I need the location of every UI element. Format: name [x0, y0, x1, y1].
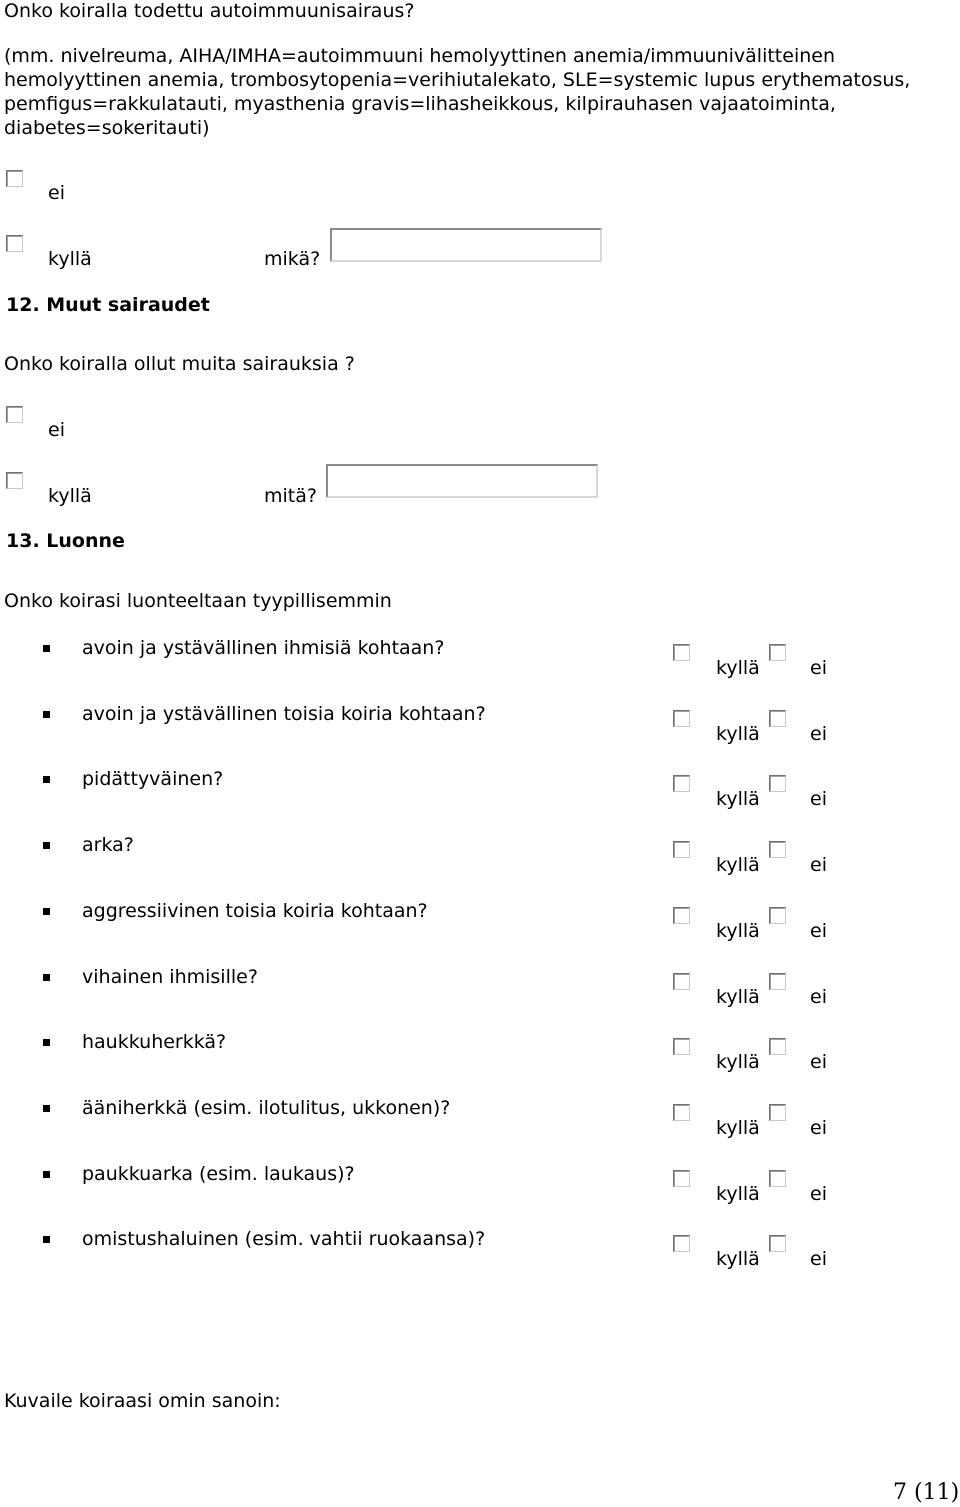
q13-heading: 13. Luonne: [6, 530, 125, 552]
trait-yes-label: kyllä: [716, 1051, 760, 1073]
trait-no-checkbox[interactable]: [769, 973, 786, 990]
trait-no-checkbox[interactable]: [769, 907, 786, 924]
bullet-icon: [43, 1236, 50, 1243]
q13-question: Onko koirasi luonteeltaan tyypillisemmin: [4, 590, 392, 612]
trait-yes-label: kyllä: [716, 657, 760, 679]
trait-label: ääniherkkä (esim. ilotulitus, ukkonen)?: [82, 1097, 451, 1119]
bullet-icon: [43, 1105, 50, 1112]
trait-no-label: ei: [810, 1248, 827, 1270]
bullet-icon: [43, 974, 50, 981]
trait-no-checkbox[interactable]: [769, 1104, 786, 1121]
trait-no-checkbox[interactable]: [769, 1170, 786, 1187]
trait-label: paukkuarka (esim. laukaus)?: [82, 1163, 355, 1185]
q11-no-checkbox[interactable]: [6, 170, 23, 187]
trait-label: avoin ja ystävällinen ihmisiä kohtaan?: [82, 637, 445, 659]
trait-label: haukkuherkkä?: [82, 1031, 227, 1053]
trait-yes-label: kyllä: [716, 1117, 760, 1139]
trait-no-label: ei: [810, 1183, 827, 1205]
bullet-icon: [43, 1039, 50, 1046]
trait-yes-checkbox[interactable]: [673, 973, 690, 990]
bullet-icon: [43, 1171, 50, 1178]
q12-detail-input[interactable]: [326, 464, 598, 498]
trait-no-label: ei: [810, 920, 827, 942]
trait-no-label: ei: [810, 854, 827, 876]
trait-yes-checkbox[interactable]: [673, 1038, 690, 1055]
q12-heading: 12. Muut sairaudet: [6, 294, 210, 316]
trait-label: aggressiivinen toisia koiria kohtaan?: [82, 900, 428, 922]
trait-yes-label: kyllä: [716, 986, 760, 1008]
trait-yes-checkbox[interactable]: [673, 907, 690, 924]
bullet-icon: [43, 711, 50, 718]
q11-note: (mm. nivelreuma, AIHA/IMHA=autoimmuuni hemolyyttinen anemia/immuunivälitteinen hemolyyttinen anemia, trombosytopenia=verihiutalekato, SLE=systemic lupus erythematosus, pemfigus=rakkulatauti, myasthenia gravis=lihasheikkous, kilpirauhasen vajaatoiminta, diabetes=sokeritauti): [4, 45, 911, 139]
trait-label: arka?: [82, 834, 134, 856]
trait-no-checkbox[interactable]: [769, 710, 786, 727]
trait-yes-label: kyllä: [716, 788, 760, 810]
trait-yes-checkbox[interactable]: [673, 775, 690, 792]
q12-no-label: ei: [48, 419, 65, 441]
trait-no-label: ei: [810, 986, 827, 1008]
trait-yes-label: kyllä: [716, 723, 760, 745]
q12-no-checkbox[interactable]: [6, 406, 23, 423]
trait-yes-checkbox[interactable]: [673, 644, 690, 661]
trait-yes-label: kyllä: [716, 1183, 760, 1205]
q12-yes-checkbox[interactable]: [6, 472, 23, 489]
trait-yes-checkbox[interactable]: [673, 841, 690, 858]
trait-yes-checkbox[interactable]: [673, 1104, 690, 1121]
trait-yes-label: kyllä: [716, 854, 760, 876]
trait-label: omistushaluinen (esim. vahtii ruokaansa)?: [82, 1228, 486, 1250]
trait-no-label: ei: [810, 1117, 827, 1139]
q12-yes-label: kyllä: [48, 485, 92, 507]
q11-yes-label: kyllä: [48, 248, 92, 270]
trait-no-label: ei: [810, 1051, 827, 1073]
trait-label: avoin ja ystävällinen toisia koiria kohtaan?: [82, 703, 486, 725]
q12-question: Onko koiralla ollut muita sairauksia ?: [4, 353, 355, 375]
q11-yes-checkbox[interactable]: [6, 235, 23, 252]
trait-no-checkbox[interactable]: [769, 841, 786, 858]
trait-no-label: ei: [810, 723, 827, 745]
describe-label: Kuvaile koiraasi omin sanoin:: [4, 1390, 281, 1412]
q11-detail-label: mikä?: [264, 248, 321, 270]
trait-no-checkbox[interactable]: [769, 1038, 786, 1055]
trait-no-label: ei: [810, 657, 827, 679]
trait-yes-checkbox[interactable]: [673, 710, 690, 727]
q11-detail-input[interactable]: [330, 228, 602, 262]
trait-yes-checkbox[interactable]: [673, 1235, 690, 1252]
q11-no-label: ei: [48, 182, 65, 204]
page-number: 7 (11): [893, 1480, 960, 1505]
trait-no-checkbox[interactable]: [769, 1235, 786, 1252]
trait-no-label: ei: [810, 788, 827, 810]
bullet-icon: [43, 645, 50, 652]
trait-label: pidättyväinen?: [82, 768, 224, 790]
q11-question: Onko koiralla todettu autoimmuunisairaus?: [4, 0, 415, 22]
trait-yes-checkbox[interactable]: [673, 1170, 690, 1187]
trait-no-checkbox[interactable]: [769, 775, 786, 792]
trait-no-checkbox[interactable]: [769, 644, 786, 661]
bullet-icon: [43, 842, 50, 849]
trait-yes-label: kyllä: [716, 1248, 760, 1270]
bullet-icon: [43, 776, 50, 783]
trait-yes-label: kyllä: [716, 920, 760, 942]
bullet-icon: [43, 908, 50, 915]
trait-label: vihainen ihmisille?: [82, 966, 258, 988]
q12-detail-label: mitä?: [264, 485, 317, 507]
